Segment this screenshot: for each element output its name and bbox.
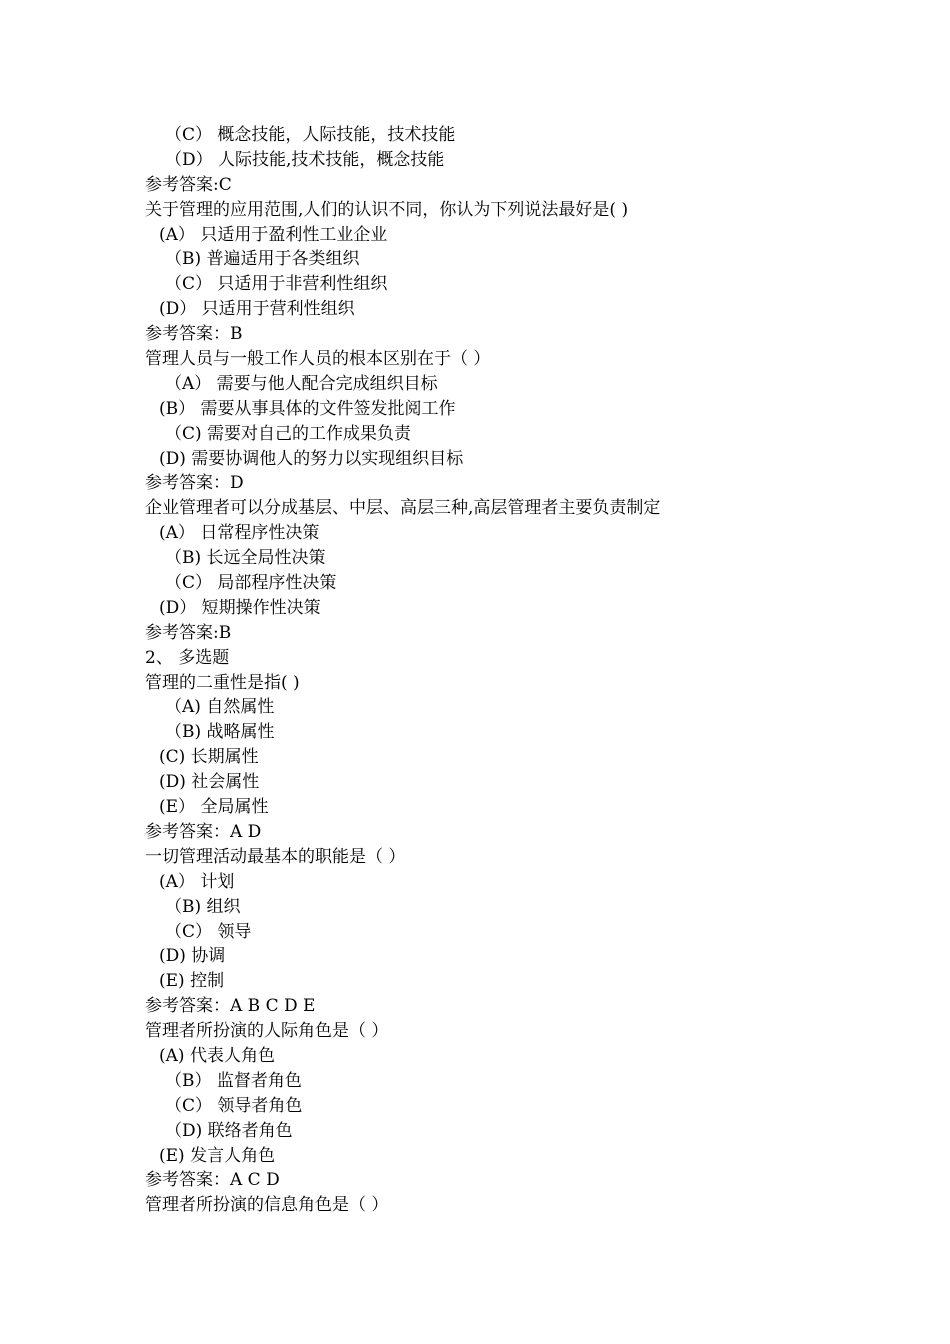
option-line: （A) 自然属性 — [165, 697, 275, 718]
document-page — [145, 123, 845, 1218]
option-line: (D） 只适用于营利性组织 — [159, 299, 355, 320]
answer-line: 参考答案：D — [145, 473, 244, 494]
option-line: (D） 短期操作性决策 — [159, 597, 321, 618]
answer-line: 参考答案：A C D — [145, 1170, 280, 1191]
question-text: 管理人员与一般工作人员的根本区别在于（ ） — [145, 349, 491, 370]
option-line: (E） 全局属性 — [159, 797, 269, 818]
answer-line: 参考答案:B — [145, 622, 232, 643]
option-line: （C） 领导者角色 — [165, 1095, 303, 1116]
answer-line: 参考答案：A B C D E — [145, 996, 316, 1017]
option-line: （C） 概念技能，人际技能，技术技能 — [165, 125, 456, 145]
option-line: (D) 需要协调他人的努力以实现组织目标 — [159, 448, 464, 469]
option-line: （B) 战略属性 — [165, 722, 275, 743]
option-line: （A） 需要与他人配合完成组织目标 — [165, 373, 438, 394]
option-line: (C) 长期属性 — [159, 747, 259, 768]
option-line: （B） 监督者角色 — [165, 1070, 302, 1091]
option-line: （C) 需要对自己的工作成果负责 — [165, 423, 412, 444]
option-line: （B) 长远全局性决策 — [165, 548, 326, 569]
option-line: （C） 局部程序性决策 — [165, 573, 337, 594]
question-text: 管理者所扮演的人际角色是（ ） — [145, 1021, 389, 1042]
question-text: 管理的二重性是指( ) — [145, 672, 300, 693]
option-line: （D） 人际技能,技术技能，概念技能 — [165, 149, 445, 170]
option-line: (D) 社会属性 — [159, 772, 260, 793]
option-line: (D) 协调 — [159, 946, 226, 967]
answer-line: 参考答案:C — [145, 174, 232, 195]
option-line: （D) 联络者角色 — [165, 1120, 293, 1141]
question-text: 关于管理的应用范围,人们的认识不同，你认为下列说法最好是( ) — [145, 199, 629, 220]
option-line: (A） 日常程序性决策 — [159, 523, 320, 544]
option-line: (A） 计划 — [159, 871, 235, 892]
question-text: 企业管理者可以分成基层、中层、高层三种,高层管理者主要负责制定 — [145, 498, 661, 519]
option-line: (A） 只适用于盈利性工业企业 — [159, 224, 388, 245]
option-line: （C） 领导 — [165, 921, 252, 942]
option-line: (A) 代表人角色 — [159, 1045, 275, 1066]
option-line: （B) 组织 — [165, 896, 241, 917]
option-line: (E) 控制 — [159, 971, 225, 992]
question-text: 管理者所扮演的信息角色是（ ） — [145, 1195, 389, 1216]
option-line: (B） 需要从事具体的文件签发批阅工作 — [159, 398, 456, 419]
option-line: （C） 只适用于非营利性组织 — [165, 274, 388, 295]
section-heading: 2、 多选题 — [145, 647, 230, 668]
answer-line: 参考答案：A D — [145, 821, 262, 842]
question-text: 一切管理活动最基本的职能是（ ） — [145, 846, 406, 867]
option-line: （B) 普遍适用于各类组织 — [165, 249, 360, 270]
option-line: (E) 发言人角色 — [159, 1145, 276, 1166]
answer-line: 参考答案：B — [145, 324, 243, 345]
